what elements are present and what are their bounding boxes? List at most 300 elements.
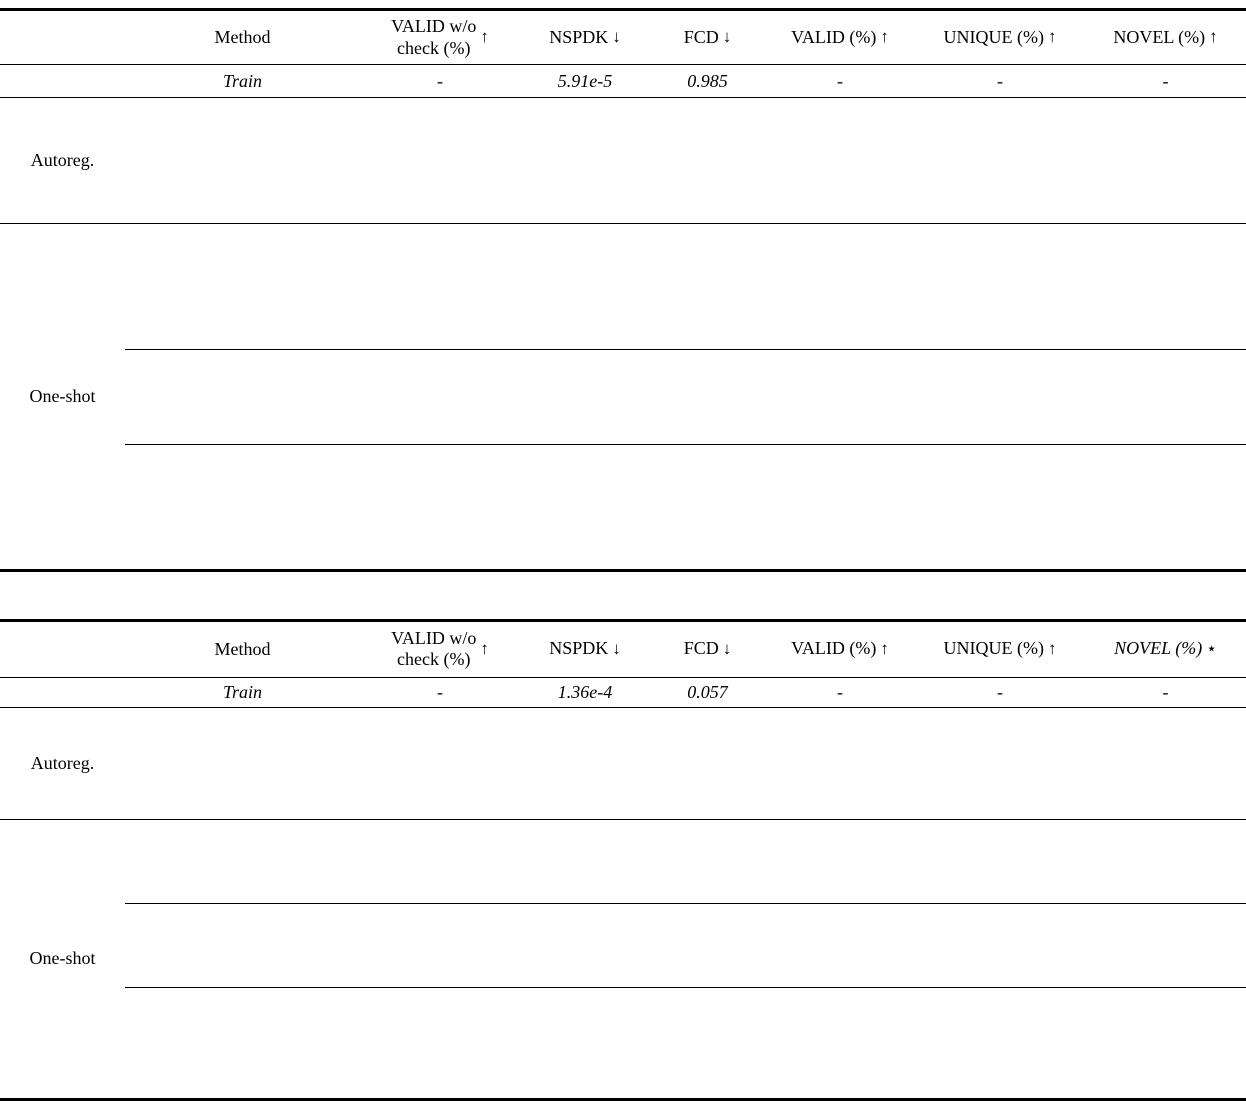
value-cell	[1085, 903, 1246, 931]
valid-wo-line1: VALID w/o	[391, 627, 477, 648]
value-cell	[765, 192, 915, 224]
header-row	[0, 10, 1246, 65]
value-cell	[915, 318, 1085, 350]
method-cell	[125, 1071, 360, 1099]
table-row	[0, 224, 1246, 256]
value-cell	[915, 875, 1085, 903]
method-cell	[125, 507, 360, 539]
value-cell	[520, 847, 650, 875]
train-label: Train	[222, 70, 263, 91]
value-cell	[650, 987, 765, 1015]
value-cell	[360, 444, 520, 476]
header-row	[0, 620, 1246, 677]
value-cell	[360, 287, 520, 319]
value-cell	[1085, 255, 1246, 287]
method-cell	[125, 987, 360, 1015]
value-cell	[650, 98, 765, 130]
value-cell	[765, 875, 915, 903]
value-cell	[915, 735, 1085, 763]
value-cell	[915, 819, 1085, 847]
value-cell	[1085, 192, 1246, 224]
train-value-cell: -	[437, 70, 443, 91]
col-header-valid-wo-check	[360, 620, 520, 677]
value-cell	[1085, 931, 1246, 959]
value-cell	[360, 381, 520, 413]
value-cell	[1085, 161, 1246, 193]
value-cell	[765, 791, 915, 819]
value-cell	[360, 192, 520, 224]
table-row	[0, 1043, 1246, 1071]
value-cell	[360, 791, 520, 819]
value-cell	[1085, 735, 1246, 763]
col-header-valid	[765, 10, 915, 65]
value-cell	[1085, 476, 1246, 508]
train-value-cell: -	[997, 681, 1003, 702]
value-cell	[520, 539, 650, 571]
value-cell	[360, 735, 520, 763]
value-cell	[360, 903, 520, 931]
value-cell	[650, 791, 765, 819]
value-cell	[915, 847, 1085, 875]
value-cell	[1085, 287, 1246, 319]
value-cell	[360, 959, 520, 987]
value-cell	[520, 287, 650, 319]
method-header-label: Method	[214, 27, 271, 47]
value-cell	[1085, 763, 1246, 791]
table-row	[0, 413, 1246, 445]
value-cell	[360, 224, 520, 256]
value-cell	[520, 318, 650, 350]
value-cell	[1085, 847, 1246, 875]
value-cell	[650, 507, 765, 539]
col-header-nspdk	[520, 10, 650, 65]
method-cell	[125, 539, 360, 571]
table-row	[0, 959, 1246, 987]
table-row	[0, 129, 1246, 161]
results-table-1	[0, 8, 1246, 572]
group-label-one-shot: One-shot	[0, 224, 125, 571]
value-cell	[520, 903, 650, 931]
value-cell	[650, 129, 765, 161]
method-cell	[125, 476, 360, 508]
value-cell	[360, 1043, 520, 1071]
value-cell	[520, 819, 650, 847]
novel-header	[1085, 638, 1246, 659]
method-cell	[125, 192, 360, 224]
down-arrow-icon: ↓	[722, 638, 732, 658]
method-cell	[125, 819, 360, 847]
value-cell	[1085, 129, 1246, 161]
train-value-cell: -	[837, 681, 843, 702]
method-cell	[125, 287, 360, 319]
valid-wo-line1: VALID w/o	[391, 16, 477, 37]
value-cell	[765, 444, 915, 476]
value-cell	[915, 791, 1085, 819]
table-row	[0, 350, 1246, 382]
value-cell	[360, 161, 520, 193]
value-cell	[650, 959, 765, 987]
train-value-cell: 1.36e-4	[557, 681, 613, 702]
value-cell	[1085, 413, 1246, 445]
down-arrow-icon: ↓	[612, 638, 621, 658]
valid-wo-check-label	[391, 628, 476, 670]
method-header-label: Method	[214, 638, 271, 659]
up-arrow-icon: ↑	[480, 638, 489, 658]
value-cell	[765, 255, 915, 287]
value-cell	[915, 987, 1085, 1015]
method-cell	[125, 255, 360, 287]
method-cell	[125, 931, 360, 959]
table-row	[0, 931, 1246, 959]
value-cell	[520, 444, 650, 476]
value-cell	[765, 318, 915, 350]
value-cell	[765, 819, 915, 847]
value-cell	[650, 539, 765, 571]
value-cell	[1085, 707, 1246, 735]
col-header-nspdk	[520, 620, 650, 677]
train-value-cell: -	[997, 70, 1003, 91]
value-cell	[1085, 1043, 1246, 1071]
train-row	[0, 65, 1246, 98]
value-cell	[1085, 350, 1246, 382]
value-cell	[360, 539, 520, 571]
value-cell	[1085, 791, 1246, 819]
value-cell	[915, 192, 1085, 224]
value-cell	[1085, 819, 1246, 847]
col-header-fcd	[650, 620, 765, 677]
value-cell	[360, 987, 520, 1015]
value-cell	[360, 507, 520, 539]
value-cell	[650, 350, 765, 382]
value-cell	[650, 255, 765, 287]
up-arrow-icon: ↑	[880, 27, 889, 47]
value-cell	[915, 129, 1085, 161]
nspdk-header	[520, 638, 650, 659]
value-cell	[915, 507, 1085, 539]
value-cell	[765, 1043, 915, 1071]
value-cell	[520, 255, 650, 287]
value-cell	[650, 763, 765, 791]
value-cell	[765, 381, 915, 413]
value-cell	[360, 476, 520, 508]
value-cell	[360, 1015, 520, 1043]
method-cell	[125, 444, 360, 476]
value-cell	[915, 224, 1085, 256]
value-cell	[360, 875, 520, 903]
up-arrow-icon: ↑	[880, 638, 889, 658]
value-cell	[360, 847, 520, 875]
method-cell	[125, 98, 360, 130]
value-cell	[765, 987, 915, 1015]
value-cell	[765, 129, 915, 161]
col-header-valid-wo-check	[360, 10, 520, 65]
value-cell	[765, 539, 915, 571]
col-header-novel	[1085, 10, 1246, 65]
value-cell	[765, 707, 915, 735]
table-row	[0, 161, 1246, 193]
table-row	[0, 819, 1246, 847]
unique-header	[915, 27, 1085, 48]
table-row	[0, 735, 1246, 763]
value-cell	[915, 444, 1085, 476]
value-cell	[520, 192, 650, 224]
value-cell	[520, 931, 650, 959]
table-row	[0, 318, 1246, 350]
novel-header	[1085, 27, 1246, 48]
value-cell	[1085, 539, 1246, 571]
value-cell	[765, 931, 915, 959]
value-cell	[915, 476, 1085, 508]
value-cell	[650, 875, 765, 903]
down-arrow-icon: ↓	[722, 27, 732, 47]
value-cell	[360, 1071, 520, 1099]
table-row	[0, 192, 1246, 224]
method-cell	[125, 903, 360, 931]
col-header-method	[125, 10, 360, 65]
group-col-header-spacer	[0, 620, 125, 677]
train-value-cell: 0.057	[687, 681, 728, 702]
valid-wo-check-label	[391, 16, 476, 58]
table-row	[0, 903, 1246, 931]
table-row	[0, 1015, 1246, 1043]
valid-header-label: VALID (%)	[791, 26, 877, 47]
value-cell	[650, 735, 765, 763]
value-cell	[765, 507, 915, 539]
method-cell	[125, 875, 360, 903]
method-cell	[125, 707, 360, 735]
value-cell	[650, 1071, 765, 1099]
value-cell	[520, 129, 650, 161]
value-cell	[915, 707, 1085, 735]
fcd-header	[650, 27, 765, 48]
value-cell	[360, 763, 520, 791]
fcd-header	[650, 638, 765, 659]
value-cell	[915, 539, 1085, 571]
value-cell	[765, 287, 915, 319]
value-cell	[520, 959, 650, 987]
value-cell	[915, 1071, 1085, 1099]
train-value-cell: -	[837, 70, 843, 91]
group-label-one-shot: One-shot	[0, 819, 125, 1099]
value-cell	[915, 959, 1085, 987]
value-cell	[1085, 444, 1246, 476]
value-cell	[765, 959, 915, 987]
col-header-unique	[915, 620, 1085, 677]
method-cell	[125, 1043, 360, 1071]
nspdk-header	[520, 27, 650, 48]
value-cell	[765, 763, 915, 791]
value-cell	[915, 763, 1085, 791]
method-cell	[125, 381, 360, 413]
group-label-autoreg: Autoreg.	[0, 707, 125, 819]
value-cell	[915, 161, 1085, 193]
value-cell	[650, 931, 765, 959]
col-header-fcd	[650, 10, 765, 65]
value-cell	[650, 318, 765, 350]
table-row	[0, 791, 1246, 819]
value-cell	[915, 931, 1085, 959]
value-cell	[915, 1015, 1085, 1043]
table-row	[0, 539, 1246, 571]
train-label: Train	[222, 681, 263, 702]
value-cell	[915, 413, 1085, 445]
value-cell	[520, 1015, 650, 1043]
value-cell	[650, 444, 765, 476]
method-cell	[125, 350, 360, 382]
value-cell	[1085, 318, 1246, 350]
unique-header	[915, 638, 1085, 659]
value-cell	[650, 192, 765, 224]
novel-header-label: NOVEL (%)	[1113, 26, 1206, 47]
up-arrow-icon: ↑	[1047, 27, 1057, 47]
star-icon: ⋆	[1206, 638, 1217, 658]
table-row	[0, 763, 1246, 791]
value-cell	[915, 287, 1085, 319]
value-cell	[765, 847, 915, 875]
results-table-2	[0, 619, 1246, 1101]
valid-wo-line2: check (%)	[397, 649, 471, 669]
value-cell	[1085, 1015, 1246, 1043]
value-cell	[520, 413, 650, 445]
value-cell	[520, 224, 650, 256]
valid-header-label: VALID (%)	[791, 638, 877, 659]
value-cell	[360, 707, 520, 735]
value-cell	[1085, 224, 1246, 256]
value-cell	[1085, 98, 1246, 130]
table-row	[0, 875, 1246, 903]
valid-wo-check-header	[360, 16, 520, 58]
table-row	[0, 476, 1246, 508]
up-arrow-icon: ↑	[480, 27, 489, 47]
table-row	[0, 287, 1246, 319]
value-cell	[360, 350, 520, 382]
table-row	[0, 1071, 1246, 1099]
train-value-cell: -	[437, 681, 443, 702]
down-arrow-icon: ↓	[612, 27, 621, 47]
value-cell	[1085, 875, 1246, 903]
table-row	[0, 255, 1246, 287]
fcd-header-label: FCD	[683, 638, 719, 659]
valid-wo-line2: check (%)	[397, 37, 471, 58]
value-cell	[765, 1015, 915, 1043]
value-cell	[650, 707, 765, 735]
method-cell	[125, 1015, 360, 1043]
novel-header-label: NOVEL (%)	[1114, 638, 1203, 659]
value-cell	[520, 161, 650, 193]
method-cell	[125, 735, 360, 763]
value-cell	[915, 350, 1085, 382]
value-cell	[650, 847, 765, 875]
value-cell	[520, 875, 650, 903]
table-row	[0, 98, 1246, 130]
value-cell	[650, 381, 765, 413]
value-cell	[360, 129, 520, 161]
value-cell	[1085, 507, 1246, 539]
method-cell	[125, 763, 360, 791]
value-cell	[650, 224, 765, 256]
value-cell	[360, 931, 520, 959]
valid-wo-check-header	[360, 628, 520, 670]
group-col-train-spacer	[0, 65, 125, 98]
value-cell	[650, 161, 765, 193]
value-cell	[520, 791, 650, 819]
table-row	[0, 444, 1246, 476]
value-cell	[765, 1071, 915, 1099]
train-value-cell: 5.91e-5	[557, 70, 613, 91]
value-cell	[520, 381, 650, 413]
value-cell	[650, 476, 765, 508]
value-cell	[360, 413, 520, 445]
value-cell	[650, 819, 765, 847]
value-cell	[765, 350, 915, 382]
value-cell	[915, 903, 1085, 931]
method-cell	[125, 413, 360, 445]
value-cell	[1085, 381, 1246, 413]
value-cell	[915, 255, 1085, 287]
value-cell	[520, 763, 650, 791]
value-cell	[360, 98, 520, 130]
col-header-method	[125, 620, 360, 677]
results-table-1-wrap	[0, 8, 1246, 572]
value-cell	[650, 903, 765, 931]
nspdk-header-label: NSPDK	[549, 26, 609, 47]
value-cell	[520, 987, 650, 1015]
method-cell	[125, 791, 360, 819]
method-cell	[125, 161, 360, 193]
valid-header	[765, 638, 915, 659]
fcd-header-label: FCD	[683, 26, 719, 47]
value-cell	[915, 381, 1085, 413]
train-value-cell: -	[1162, 70, 1169, 91]
unique-header-label: UNIQUE (%)	[943, 638, 1044, 659]
value-cell	[520, 476, 650, 508]
table-row	[0, 381, 1246, 413]
value-cell	[650, 287, 765, 319]
value-cell	[360, 819, 520, 847]
value-cell	[1085, 959, 1246, 987]
group-col-header-spacer	[0, 10, 125, 65]
value-cell	[765, 476, 915, 508]
value-cell	[520, 1071, 650, 1099]
value-cell	[520, 1043, 650, 1071]
value-cell	[650, 1043, 765, 1071]
value-cell	[915, 98, 1085, 130]
up-arrow-icon: ↑	[1047, 638, 1057, 658]
value-cell	[520, 507, 650, 539]
nspdk-header-label: NSPDK	[549, 638, 609, 659]
results-table-2-wrap	[0, 619, 1246, 1101]
col-header-valid	[765, 620, 915, 677]
value-cell	[765, 98, 915, 130]
value-cell	[650, 413, 765, 445]
table-row	[0, 707, 1246, 735]
value-cell	[520, 350, 650, 382]
method-cell	[125, 224, 360, 256]
col-header-novel	[1085, 620, 1246, 677]
table-row	[0, 847, 1246, 875]
method-cell	[125, 129, 360, 161]
table-row	[0, 987, 1246, 1015]
value-cell	[650, 1015, 765, 1043]
unique-header-label: UNIQUE (%)	[943, 26, 1044, 47]
value-cell	[520, 707, 650, 735]
train-value-cell: -	[1162, 681, 1169, 702]
value-cell	[360, 318, 520, 350]
value-cell	[360, 255, 520, 287]
value-cell	[765, 161, 915, 193]
group-label-autoreg: Autoreg.	[0, 98, 125, 224]
group-col-train-spacer	[0, 677, 125, 707]
